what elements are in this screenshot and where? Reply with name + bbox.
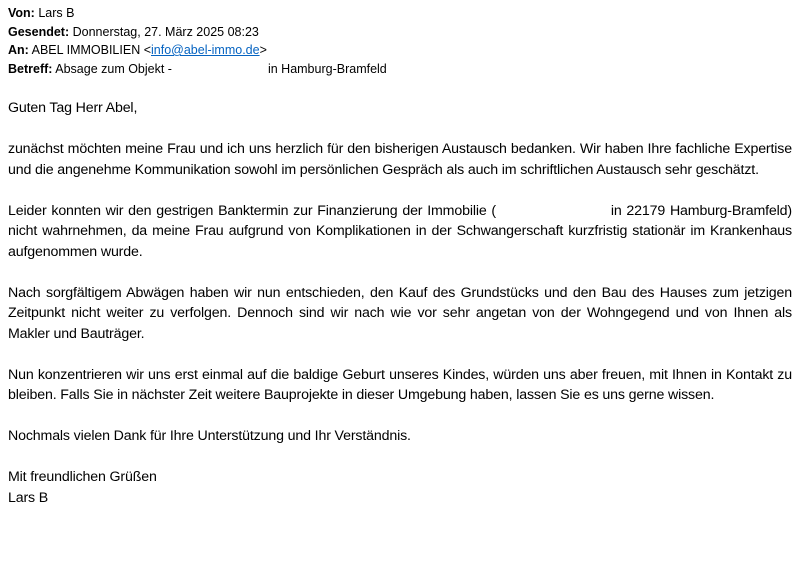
email-body <box>8 98 792 508</box>
subject-prefix: Absage zum Objekt - <box>55 61 172 76</box>
subject-line <box>8 60 387 79</box>
paragraph-bank-appointment-start: Leider konnten wir den gestrigen Banktermin zur Finanzierung der Immobilie ( <box>8 202 496 219</box>
to-suffix: > <box>259 43 267 57</box>
sent-label: Gesendet: <box>8 24 70 39</box>
from-line <box>8 4 387 23</box>
to-email-link[interactable]: info@abel-immo.de <box>151 43 260 57</box>
paragraph-thanks: zunächst möchten meine Frau und ich uns herzlich für den bisherigen Austausch bedanken. Wir haben Ihre fachliche Expertise und die angenehme Kommunikation sowohl im persönlichen Gespräch als auch im schriftlichen Austausch sehr geschätzt. <box>8 141 792 178</box>
subject-label: Betreff: <box>8 61 53 76</box>
paragraph-final-thanks: Nochmals vielen Dank für Ihre Unterstützung und Ihr Verständnis. <box>8 428 411 444</box>
from-label: Von: <box>8 6 35 20</box>
paragraph-future-contact: Nun konzentrieren wir uns erst einmal auf die baldige Geburt unseres Kindes, würden uns aber freuen, mit Ihnen in Kontakt zu bleiben. Falls Sie in nächster Zeit weitere Bauprojekte in dieser Umgebung haben, lassen Sie es uns gerne wissen. <box>8 366 792 403</box>
paragraph-bank-appointment <box>8 201 792 263</box>
email-header <box>8 4 387 78</box>
closing: Mit freundlichen Grüßen <box>8 469 157 485</box>
to-name: ABEL IMMOBILIEN < <box>31 43 151 57</box>
signature: Lars B <box>8 489 49 506</box>
to-line <box>8 41 387 60</box>
paragraph-bank-appointment-end: in 22179 Hamburg-Bramfeld) nicht wahrnehmen, da meine Frau aufgrund von Komplikationen in der Schwangerschaft kurzfristig stationär im Krankenhaus aufgenommen wurde. <box>8 202 792 260</box>
from-value: Lars B <box>38 6 75 20</box>
sent-value: Donnerstag, 27. März 2025 08:23 <box>72 24 259 39</box>
to-label: An: <box>8 43 29 57</box>
paragraph-decision: Nach sorgfältigem Abwägen haben wir nun entschieden, den Kauf des Grundstücks und den Bau des Hauses zum jetzigen Zeitpunkt nicht weiter zu verfolgen. Dennoch sind wir nach wie vor sehr angetan von der Wohngegend und von Ihnen als Makler und Bauträger. <box>8 284 792 342</box>
sent-line <box>8 23 387 42</box>
greeting: Guten Tag Herr Abel, <box>8 100 138 116</box>
subject-suffix: in Hamburg-Bramfeld <box>267 61 387 76</box>
